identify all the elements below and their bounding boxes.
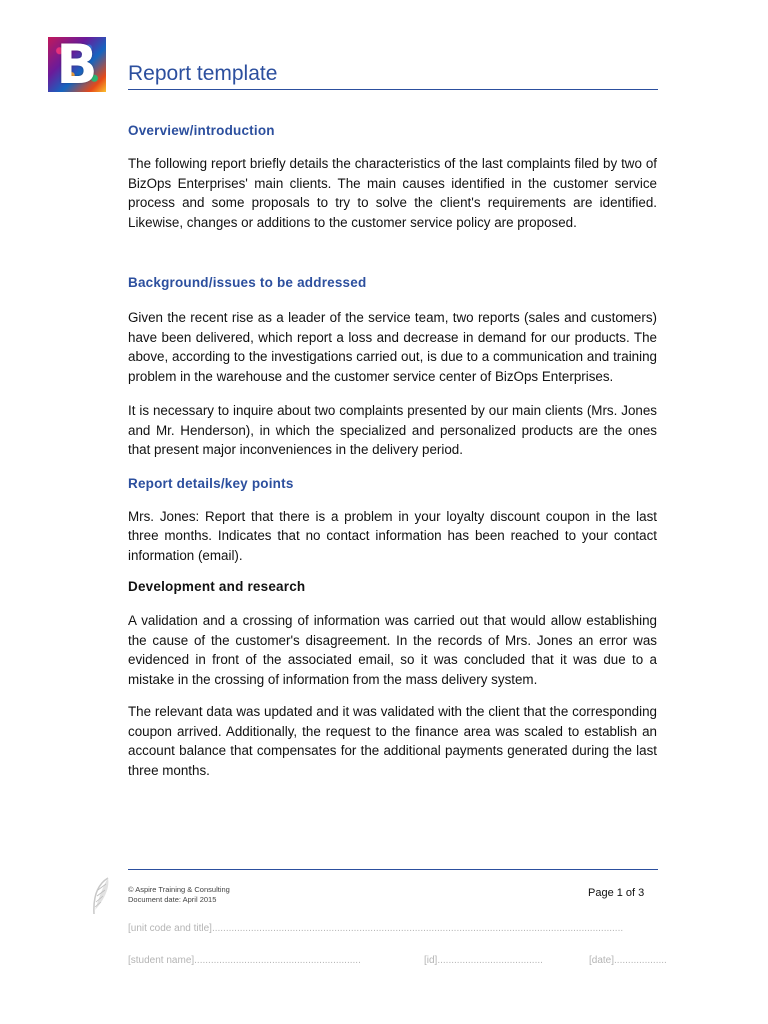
report-body: [128, 122, 657, 780]
footer-copyright: [128, 885, 230, 905]
overview-heading: Overview/introduction: [128, 123, 275, 138]
development-heading: Development and research: [128, 579, 306, 594]
development-paragraph-1: A validation and a crossing of information was carried out that would allow establishing the cause of the customer's disagreement. In the records of Mrs. Jones an error was evidenced in front of the associated email, so it was concluded that it was due to a mistake in the crossing of information from the mass delivery system.: [128, 613, 657, 687]
feather-icon: [90, 876, 112, 916]
logo-letter: B: [56, 37, 98, 92]
details-heading: Report details/key points: [128, 475, 294, 491]
overview-paragraph: The following report briefly details the characteristics of the last complaints filed by two of BizOps Enterprises' main clients. The main causes identified in the customer service process and some proposals to try to solve the client's requirements are identified. Likewise, changes or additions to the customer service policy are proposed.: [128, 156, 657, 230]
details-paragraph: Mrs. Jones: Report that there is a problem in your loyalty discount coupon in the last three months. Indicates that no contact information has been reached to your contact information (email).: [128, 508, 657, 563]
background-paragraph-1: Given the recent rise as a leader of the service team, two reports (sales and customers) have been delivered, which report a loss and decrease in demand for our products. The above, according to the investigations carried out, is due to a communication and training problem in the warehouse and the customer service center of BizOps Enterprises.: [128, 310, 657, 384]
background-heading: Background/issues to be addressed: [128, 275, 367, 290]
document-date: Document date: April 2015: [128, 895, 217, 904]
document-title: Report template: [128, 62, 278, 85]
page-number: Page 1 of 3: [588, 887, 645, 899]
unit-code-field: [unit code and title]....................................................................................................................................................: [128, 923, 624, 934]
footer-divider: [128, 869, 658, 870]
background-paragraph-2: It is necessary to inquire about two complaints presented by our main clients (Mrs. Jones and Mr. Henderson), in which the specialized and personalized products are the ones that present major inconveniences in the delivery period.: [128, 403, 657, 457]
copyright-line: © Aspire Training & Consulting: [128, 885, 230, 894]
title-divider: [128, 89, 658, 90]
company-logo: [48, 37, 106, 92]
date-field: [date]...................: [589, 955, 667, 966]
id-field: [id]......................................: [424, 955, 543, 966]
development-paragraph-2: The relevant data was updated and it was validated with the client that the corresponding coupon arrived. Additionally, the request to the finance area was scaled to establish an account balance that compensates for the additional payments generated during the last three months.: [128, 704, 657, 778]
student-name-field: [student name]............................................................: [128, 955, 361, 966]
